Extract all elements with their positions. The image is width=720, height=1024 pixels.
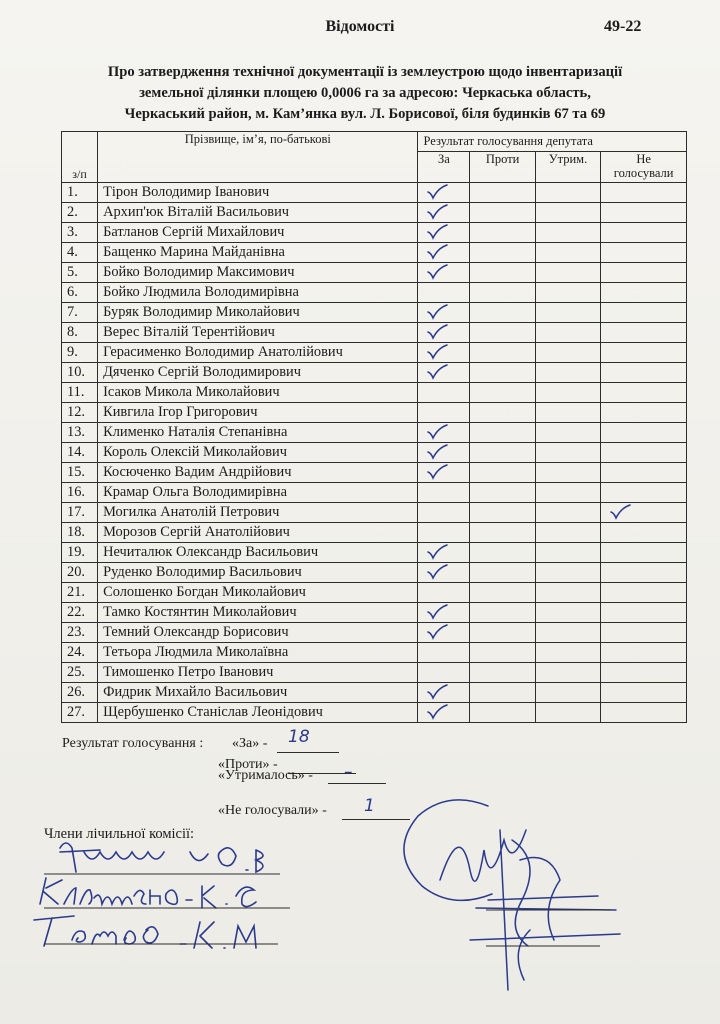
row-deputy-name: Фидрик Михайло Васильович xyxy=(98,683,418,703)
result-utrym-value: – xyxy=(344,762,353,782)
result-za-label: «За» - xyxy=(232,736,268,751)
row-deputy-name: Тамко Костянтин Миколайович xyxy=(98,603,418,623)
row-deputy-name: Косюченко Вадим Андрійович xyxy=(98,463,418,483)
row-number: 22. xyxy=(62,603,98,623)
column-header-proty: Проти xyxy=(470,152,535,183)
row-deputy-name: Щербушенко Станіслав Леонідович xyxy=(98,703,418,723)
row-number: 17. xyxy=(62,503,98,523)
row-number: 6. xyxy=(62,283,98,303)
row-deputy-name: Темний Олександр Борисович xyxy=(98,623,418,643)
row-number: 3. xyxy=(62,223,98,243)
signature-1 xyxy=(60,843,263,872)
signature-2 xyxy=(40,878,256,908)
row-number: 8. xyxy=(62,323,98,343)
row-number: 18. xyxy=(62,523,98,543)
row-deputy-name: Крамар Ольга Володимирівна xyxy=(98,483,418,503)
subject-line: Про затвердження технічної документації із землеустрою щодо інвентаризації xyxy=(107,64,623,80)
row-deputy-name: Бащенко Марина Майданівна xyxy=(98,243,418,263)
row-deputy-name: Тетьора Людмила Миколаївна xyxy=(98,643,418,663)
subject-line: земельної ділянки площею 0,0006 га за адресою: Черкаська область, xyxy=(139,85,591,101)
row-number: 7. xyxy=(62,303,98,323)
column-header-utrym: Утрим. xyxy=(535,152,600,183)
row-deputy-name: Нечиталюк Олександр Васильович xyxy=(98,543,418,563)
row-deputy-name: Кивгила Ігор Григорович xyxy=(98,403,418,423)
column-header-result: Результат голосування депутата xyxy=(418,132,687,152)
row-number: 14. xyxy=(62,443,98,463)
signature-large xyxy=(404,800,620,990)
row-number: 11. xyxy=(62,383,98,403)
row-number: 4. xyxy=(62,243,98,263)
document-title: Відомості xyxy=(325,18,395,35)
row-number: 19. xyxy=(62,543,98,563)
row-deputy-name: Бойко Людмила Володимирівна xyxy=(98,283,418,303)
row-deputy-name: Тимошенко Петро Іванович xyxy=(98,663,418,683)
row-number: 15. xyxy=(62,463,98,483)
document-number: 49-22 xyxy=(604,18,642,35)
row-number: 21. xyxy=(62,583,98,603)
row-number: 27. xyxy=(62,703,98,723)
row-deputy-name: Могилка Анатолій Петрович xyxy=(98,503,418,523)
row-deputy-name: Буряк Володимир Миколайович xyxy=(98,303,418,323)
row-number: 10. xyxy=(62,363,98,383)
result-utrym-label: «Утрималось» - xyxy=(218,768,313,783)
row-number: 9. xyxy=(62,343,98,363)
result-za-value: 18 xyxy=(288,727,310,747)
column-header-ne-holosuvaly: Не голосували xyxy=(601,152,687,183)
row-number: 24. xyxy=(62,643,98,663)
column-header-number: з/п xyxy=(62,132,98,183)
row-number: 2. xyxy=(62,203,98,223)
row-number: 20. xyxy=(62,563,98,583)
column-header-za: За xyxy=(418,152,470,183)
row-number: 1. xyxy=(62,183,98,203)
row-deputy-name: Ісаков Микола Миколайович xyxy=(98,383,418,403)
result-label: Результат голосування : xyxy=(62,736,204,751)
column-header-name: Прізвище, ім’я, по-батькові xyxy=(98,132,418,183)
row-deputy-name: Тірон Володимир Іванович xyxy=(98,183,418,203)
row-deputy-name: Солошенко Богдан Миколайович xyxy=(98,583,418,603)
row-number: 26. xyxy=(62,683,98,703)
result-proty-label: «Проти» - xyxy=(218,757,278,772)
row-number: 25. xyxy=(62,663,98,683)
commission-label: Члени лічильної комісії: xyxy=(44,826,195,842)
row-number: 12. xyxy=(62,403,98,423)
row-number: 23. xyxy=(62,623,98,643)
row-deputy-name: Морозов Сергій Анатолійович xyxy=(98,523,418,543)
row-deputy-name: Дяченко Сергій Володимирович xyxy=(98,363,418,383)
row-number: 5. xyxy=(62,263,98,283)
signature-3 xyxy=(34,916,256,948)
row-deputy-name: Верес Віталій Терентійович xyxy=(98,323,418,343)
row-deputy-name: Батланов Сергій Михайлович xyxy=(98,223,418,243)
result-ne-label: «Не голосували» - xyxy=(218,803,327,818)
row-deputy-name: Руденко Володимир Васильович xyxy=(98,563,418,583)
row-deputy-name: Бойко Володимир Максимович xyxy=(98,263,418,283)
result-ne-value: 1 xyxy=(364,796,375,816)
subject-line: Черкаський район, м. Кам’янка вул. Л. Борисової, біля будинків 67 та 69 xyxy=(124,106,606,122)
row-deputy-name: Герасименко Володимир Анатолійович xyxy=(98,343,418,363)
row-deputy-name: Король Олексій Миколайович xyxy=(98,443,418,463)
row-deputy-name: Архип'юк Віталій Васильович xyxy=(98,203,418,223)
row-number: 16. xyxy=(62,483,98,503)
row-number: 13. xyxy=(62,423,98,443)
row-deputy-name: Клименко Наталія Степанівна xyxy=(98,423,418,443)
